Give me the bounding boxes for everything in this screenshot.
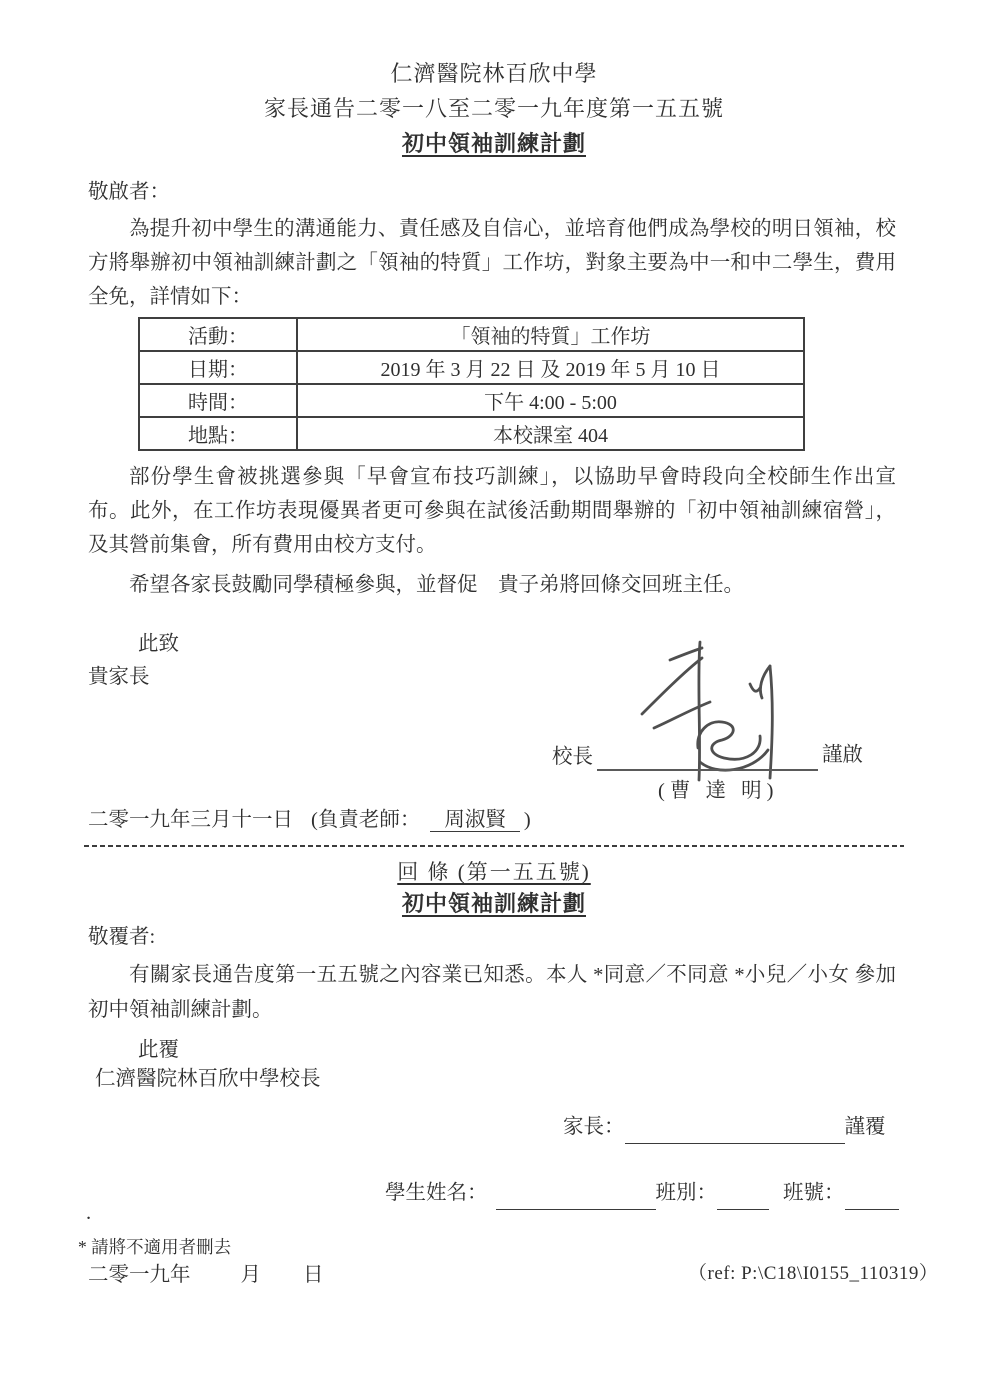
notice-number-line: 家長通告二零一八至二零一九年度第一五五號: [263, 96, 724, 121]
table-row-time: [139, 384, 804, 417]
activity-label: 活動：: [139, 318, 297, 351]
respectfully-yours: 謹啟: [822, 744, 863, 766]
letter-addressee: 貴家長: [88, 666, 150, 688]
student-info-row: [385, 1176, 899, 1210]
letter-paragraph-1: 為提升初中學生的溝通能力、責任感及自信心，並培育他們成為學校的明日領袖，校方將舉辦初中領袖訓練計劃之「領袖的特質」工作坊，對象主要為中一和中二學生，費用全免，詳情如下：: [88, 218, 896, 308]
class-number-blank: [845, 1185, 899, 1210]
reply-slip-heading: [0, 856, 988, 886]
table-row-venue: [139, 417, 804, 450]
class-label: 班別：: [655, 1182, 717, 1204]
notice-title: 初中領袖訓練計劃: [401, 131, 586, 156]
letter-paragraph-3: 希望各家長鼓勵同學積極參與，並督促 貴子弟將回條交回班主任。: [129, 574, 744, 596]
venue-value: 本校課室 404: [297, 417, 804, 450]
venue-label: 地點：: [139, 417, 297, 450]
parent-signature-row: [563, 1110, 886, 1144]
letter-date: 二零一九年三月十一日: [88, 809, 293, 831]
activity-info-table: [138, 317, 805, 451]
notice-header: [0, 56, 988, 161]
reference-code: （ref: P:\C18\I0155_110319）: [688, 1263, 939, 1284]
parent-signature-blank: [625, 1119, 845, 1144]
reply-slip-subtitle: 初中領袖訓練計劃: [401, 891, 586, 916]
reply-date-month: 月: [240, 1264, 261, 1286]
student-name-label: 學生姓名：: [385, 1182, 488, 1204]
teacher-prefix: (負責老師：: [311, 809, 421, 831]
table-row-activity: [139, 318, 804, 351]
table-row-date: [139, 351, 804, 384]
reply-slip-subheading: [0, 887, 988, 918]
teacher-name: 周淑賢: [430, 809, 520, 832]
reply-body: 有關家長通告度第一五五號之內容業已知悉。本人 *同意／不同意 *小兒／小女 參加初中領袖訓練計劃。: [88, 964, 896, 1021]
activity-value: 「領袖的特質」工作坊: [297, 318, 804, 351]
reply-slip-title: 回 條 (第一五五號): [397, 860, 591, 884]
time-value: 下午 4:00 - 5:00: [297, 384, 804, 417]
letter-closing: 此致: [138, 633, 179, 655]
cut-line-divider: [84, 845, 904, 847]
reply-addressee: 仁濟醫院林百欣中學校長: [95, 1068, 321, 1090]
school-name: 仁濟醫院林百欣中學: [390, 61, 598, 86]
delete-inapplicable-footnote: * 請將不適用者刪去: [78, 1237, 232, 1257]
principal-label: 校長: [552, 746, 593, 768]
reply-closing: 此覆: [138, 1039, 179, 1061]
reply-date-year: 二零一九年: [88, 1264, 191, 1286]
letter-salutation: 敬啟者：: [88, 181, 170, 203]
parent-close: 謹覆: [844, 1116, 886, 1138]
principal-signature: [612, 636, 822, 784]
letter-paragraph-2: 部份學生會被挑選參與「早會宣布技巧訓練」，以協助早會時段向全校師生作出宣布。此外，在工作坊表現優異者更可參與在試後活動期間舉辦的「初中領袖訓練宿營」，及其營前集會，所有費用由校方支付。: [88, 466, 896, 556]
signature-line: [597, 769, 818, 771]
letter-date-line: [88, 803, 531, 837]
class-number-label: 班號：: [783, 1182, 845, 1204]
reply-date-row: [88, 1258, 324, 1292]
reply-salutation: 敬覆者:: [88, 926, 156, 948]
date-value: 2019 年 3 月 22 日 及 2019 年 5 月 10 日: [297, 351, 804, 384]
teacher-suffix: ): [523, 809, 531, 831]
time-label: 時間：: [139, 384, 297, 417]
date-label: 日期：: [139, 351, 297, 384]
parent-label: 家長：: [563, 1116, 625, 1138]
stray-mark: .: [86, 1202, 92, 1224]
principal-name: (曹 達 明): [658, 780, 779, 802]
student-name-blank: [496, 1185, 656, 1210]
reply-date-day: 日: [303, 1264, 324, 1286]
class-blank: [717, 1185, 769, 1210]
